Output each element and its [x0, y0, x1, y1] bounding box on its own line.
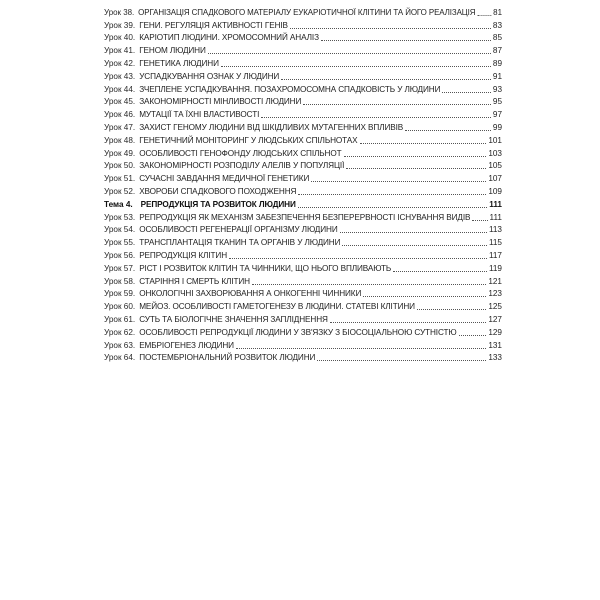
- toc-entry-title: УСПАДКУВАННЯ ОЗНАК У ЛЮДИНИ: [139, 71, 280, 81]
- toc-entry-title: ПОСТЕМБРІОНАЛЬНИЙ РОЗВИТОК ЛЮДИНИ: [139, 353, 316, 363]
- toc-entry: [104, 210, 502, 223]
- toc-dot-leader: [363, 296, 486, 297]
- toc-entry-title: ОСОБЛИВОСТІ РЕГЕНЕРАЦІЇ ОРГАНІЗМУ ЛЮДИНИ: [139, 225, 338, 235]
- toc-entry-title: ЗАХИСТ ГЕНОМУ ЛЮДИНИ ВІД ШКІДЛИВИХ МУТАГЕННИХ ВПЛИВІВ: [139, 122, 404, 132]
- toc-entry-title: ЗЧЕПЛЕНЕ УСПАДКУВАННЯ. ПОЗАХРОМОСОМНА СПАДКОВІСТЬ У ЛЮДИНИ: [139, 84, 441, 94]
- toc-dot-leader: [340, 232, 487, 233]
- toc-entry-number: Урок 41.: [104, 46, 136, 56]
- toc-dot-leader: [360, 143, 487, 144]
- toc-dot-leader: [472, 220, 487, 221]
- toc-entry: [104, 133, 502, 146]
- toc-page-number: 95: [492, 97, 502, 107]
- toc-page-number: 127: [488, 314, 502, 324]
- toc-entry-title: СТАРІННЯ І СМЕРТЬ КЛІТИН: [139, 276, 250, 286]
- toc-entry: [104, 56, 502, 69]
- toc-page-number: 113: [488, 225, 502, 235]
- toc-entry-title: МЕЙОЗ. ОСОБЛИВОСТІ ГАМЕТОГЕНЕЗУ В ЛЮДИНИ. СТАТЕВІ КЛІТИНИ: [139, 302, 415, 312]
- toc-entry-title: ГЕНЕТИКА ЛЮДИНИ: [139, 58, 219, 68]
- toc-entry-number: Урок 44.: [104, 84, 136, 94]
- table-of-contents: [104, 5, 502, 363]
- toc-entry-number: Урок 38.: [104, 7, 135, 17]
- toc-entry-number: Урок 63.: [104, 340, 136, 350]
- toc-dot-leader: [321, 40, 491, 41]
- toc-entry-title: ОСОБЛИВОСТІ РЕПРОДУКЦІЇ ЛЮДИНИ У ЗВ'ЯЗКУ З БІОСОЦІАЛЬНОЮ СУТНІСТЮ: [139, 327, 457, 337]
- toc-entry: [104, 287, 502, 300]
- toc-dot-leader: [236, 348, 486, 349]
- toc-page-number: 119: [488, 263, 502, 273]
- toc-page-number: 83: [492, 20, 502, 30]
- toc-dot-leader: [405, 130, 491, 131]
- toc-entry-number: Урок 55.: [104, 238, 136, 248]
- toc-entry-number: Урок 50.: [104, 161, 136, 171]
- toc-entry-number: Урок 57.: [104, 263, 136, 273]
- toc-entry: [104, 43, 502, 56]
- toc-entry-number: Урок 48.: [104, 135, 136, 145]
- toc-entry-number: Урок 51.: [104, 174, 136, 184]
- toc-entry-title: СУТЬ ТА БІОЛОГІЧНЕ ЗНАЧЕННЯ ЗАПЛІДНЕННЯ: [139, 314, 328, 324]
- toc-page-number: 117: [488, 250, 502, 260]
- toc-page-number: 105: [488, 161, 502, 171]
- toc-dot-leader: [221, 66, 491, 67]
- toc-page-number: 111: [489, 199, 502, 209]
- toc-entry-title: РЕПРОДУКЦІЯ ТА РОЗВИТОК ЛЮДИНИ: [140, 199, 296, 209]
- toc-dot-leader: [208, 53, 491, 54]
- toc-entry: [104, 223, 502, 236]
- toc-entry-number: Урок 43.: [104, 71, 136, 81]
- toc-page-number: 89: [492, 58, 502, 68]
- toc-dot-leader: [298, 207, 487, 208]
- toc-entry-title: МУТАЦІЇ ТА ЇХНІ ВЛАСТИВОСТІ: [139, 110, 260, 120]
- toc-entry-title: ЕМБРІОГЕНЕЗ ЛЮДИНИ: [139, 340, 234, 350]
- toc-entry-title: ГЕНИ. РЕГУЛЯЦІЯ АКТИВНОСТІ ГЕНІВ: [139, 20, 288, 30]
- toc-entry-number: Урок 46.: [104, 110, 136, 120]
- toc-entry: [104, 261, 502, 274]
- toc-entry-number: Тема 4.: [104, 199, 133, 209]
- toc-entry: [104, 69, 502, 82]
- toc-dot-leader: [317, 360, 486, 361]
- toc-dot-leader: [346, 168, 486, 169]
- toc-entry: [104, 95, 502, 108]
- toc-page-number: 85: [492, 33, 502, 43]
- toc-dot-leader: [298, 194, 486, 195]
- toc-entry-title: РІСТ І РОЗВИТОК КЛІТИН ТА ЧИННИКИ, ЩО НЬОГО ВПЛИВАЮТЬ: [139, 263, 392, 273]
- toc-entry-number: Урок 61.: [104, 314, 136, 324]
- toc-entry-number: Урок 40.: [104, 33, 136, 43]
- toc-dot-leader: [281, 79, 491, 80]
- toc-page-number: 123: [488, 289, 502, 299]
- toc-topic-heading: [104, 197, 502, 210]
- toc-entry-title: ТРАНСПЛАНТАЦІЯ ТКАНИН ТА ОРГАНІВ У ЛЮДИНИ: [139, 238, 341, 248]
- toc-entry: [104, 5, 502, 18]
- toc-entry: [104, 82, 502, 95]
- toc-entry: [104, 338, 502, 351]
- toc-entry: [104, 312, 502, 325]
- toc-dot-leader: [342, 245, 487, 246]
- toc-entry: [104, 325, 502, 338]
- toc-page-number: 87: [492, 46, 502, 56]
- toc-entry: [104, 248, 502, 261]
- toc-entry-title: ГЕНЕТИЧНИЙ МОНІТОРИНГ У ЛЮДСЬКИХ СПІЛЬНОТАХ: [139, 135, 358, 145]
- toc-page-number: 91: [492, 71, 502, 81]
- toc-page-number: 101: [488, 135, 502, 145]
- toc-page-number: 133: [488, 353, 502, 363]
- toc-entry-number: Урок 39.: [104, 20, 136, 30]
- toc-entry: [104, 159, 502, 172]
- toc-dot-leader: [330, 322, 486, 323]
- toc-dot-leader: [311, 181, 486, 182]
- toc-entry-number: Урок 60.: [104, 302, 136, 312]
- toc-entry-number: Урок 42.: [104, 58, 136, 68]
- toc-entry-title: РЕПРОДУКЦІЯ ЯК МЕХАНІЗМ ЗАБЕЗПЕЧЕННЯ БЕЗПЕРЕРВНОСТІ ІСНУВАННЯ ВИДІВ: [139, 212, 471, 222]
- toc-entry-title: ЗАКОНОМІРНОСТІ РОЗПОДІЛУ АЛЕЛІВ У ПОПУЛЯЦІЇ: [139, 161, 345, 171]
- toc-dot-leader: [229, 258, 487, 259]
- toc-dot-leader: [393, 271, 487, 272]
- toc-entry-title: РЕПРОДУКЦІЯ КЛІТИН: [139, 250, 228, 260]
- toc-entry-title: ЗАКОНОМІРНОСТІ МІНЛИВОСТІ ЛЮДИНИ: [139, 97, 302, 107]
- toc-entry-number: Урок 47.: [104, 122, 136, 132]
- toc-entry-title: ГЕНОМ ЛЮДИНИ: [139, 46, 206, 56]
- toc-page-number: 99: [492, 122, 502, 132]
- toc-page-number: 109: [488, 186, 502, 196]
- toc-dot-leader: [344, 156, 487, 157]
- toc-page-number: 131: [488, 340, 502, 350]
- toc-dot-leader: [290, 28, 491, 29]
- toc-page-number: 115: [488, 238, 502, 248]
- toc-dot-leader: [459, 335, 487, 336]
- toc-page-number: 103: [488, 148, 502, 158]
- toc-entry: [104, 235, 502, 248]
- toc-entry-number: Урок 58.: [104, 276, 136, 286]
- toc-dot-leader: [252, 284, 486, 285]
- toc-entry: [104, 184, 502, 197]
- toc-page-number: 93: [492, 84, 502, 94]
- toc-entry-number: Урок 56.: [104, 250, 136, 260]
- toc-entry-title: ОРГАНІЗАЦІЯ СПАДКОВОГО МАТЕРІАЛУ ЕУКАРІОТИЧНОЇ КЛІТИНИ ТА ЙОГО РЕАЛІЗАЦІЯ: [138, 7, 476, 17]
- toc-dot-leader: [477, 15, 491, 16]
- toc-entry: [104, 107, 502, 120]
- toc-entry-title: СУЧАСНІ ЗАВДАННЯ МЕДИЧНОЇ ГЕНЕТИКИ: [139, 174, 310, 184]
- toc-entry: [104, 31, 502, 44]
- toc-entry: [104, 18, 502, 31]
- toc-dot-leader: [303, 104, 491, 105]
- toc-page-number: 125: [488, 302, 502, 312]
- toc-page-number: 97: [492, 110, 502, 120]
- toc-entry-title: ХВОРОБИ СПАДКОВОГО ПОХОДЖЕННЯ: [139, 186, 297, 196]
- toc-page-number: 111: [489, 212, 502, 222]
- toc-entry-title: ОСОБЛИВОСТІ ГЕНОФОНДУ ЛЮДСЬКИХ СПІЛЬНОТ: [139, 148, 342, 158]
- toc-entry-number: Урок 62.: [104, 327, 136, 337]
- toc-entry: [104, 274, 502, 287]
- toc-entry-number: Урок 45.: [104, 97, 136, 107]
- toc-entry: [104, 120, 502, 133]
- toc-entry: [104, 171, 502, 184]
- toc-entry-title: КАРІОТИП ЛЮДИНИ. ХРОМОСОМНИЙ АНАЛІЗ: [139, 33, 319, 43]
- toc-page-number: 81: [493, 7, 502, 17]
- toc-entry-number: Урок 53.: [104, 212, 136, 222]
- toc-entry: [104, 299, 502, 312]
- toc-dot-leader: [417, 309, 486, 310]
- toc-dot-leader: [261, 117, 491, 118]
- toc-entry-number: Урок 54.: [104, 225, 136, 235]
- toc-dot-leader: [442, 92, 491, 93]
- toc-page-number: 107: [488, 174, 502, 184]
- toc-entry: [104, 351, 502, 364]
- toc-page-number: 121: [488, 276, 502, 286]
- toc-entry-title: ОНКОЛОГІЧНІ ЗАХВОРЮВАННЯ А ОНКОГЕННІ ЧИННИКИ: [139, 289, 362, 299]
- toc-entry-number: Урок 59.: [104, 289, 136, 299]
- toc-page-number: 129: [488, 327, 502, 337]
- toc-entry-number: Урок 52.: [104, 186, 136, 196]
- toc-entry-number: Урок 49.: [104, 148, 136, 158]
- toc-entry-number: Урок 64.: [104, 353, 136, 363]
- toc-entry: [104, 146, 502, 159]
